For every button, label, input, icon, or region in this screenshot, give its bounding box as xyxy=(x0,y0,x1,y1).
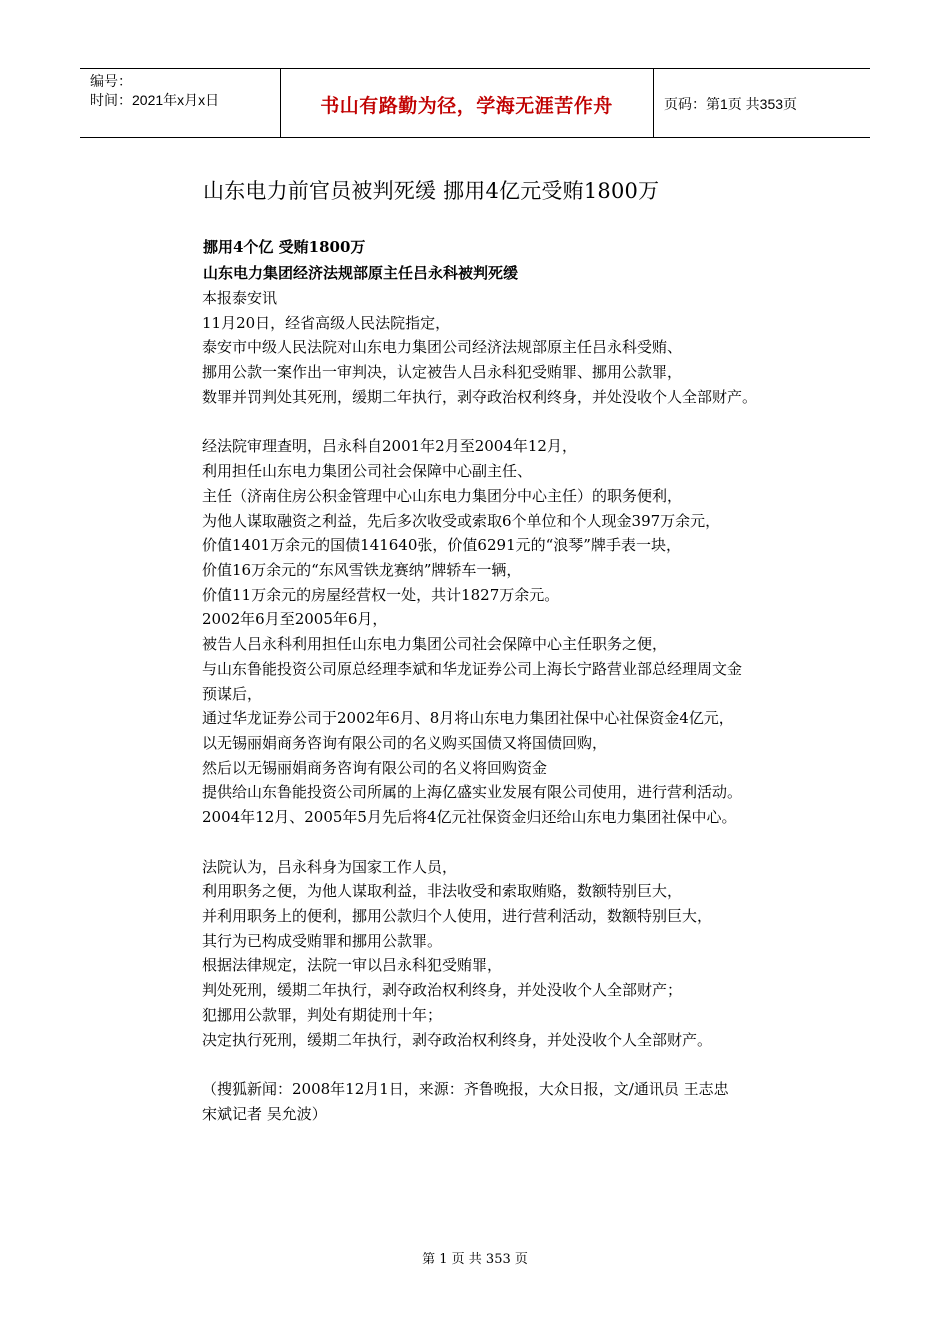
header-page-cell xyxy=(654,69,870,137)
header-motto-cell xyxy=(280,69,654,137)
page-header xyxy=(80,68,870,138)
serial-label: 编号： xyxy=(90,73,132,89)
body-line: 价值11万余元的房屋经营权一处，共计1827万余元。 xyxy=(202,585,560,604)
body-line: 通过华龙证券公司于2002年6月、8月将山东电力集团社保中心社保资金4亿元， xyxy=(202,709,734,728)
body-line: 与山东鲁能投资公司原总经理李斌和华龙证券公司上海长宁路营业部总经理周文金 xyxy=(202,659,743,678)
page-info: 页码：第1页 共353页 xyxy=(664,96,798,112)
body-line: 挪用公款一案作出一审判决，认定被告人吕永科犯受贿罪、挪用公款罪， xyxy=(202,363,683,382)
body-line: 价值1401万余元的国债141640张，价值6291元的“浪琴”牌手表一块， xyxy=(202,536,681,555)
body-line: 犯挪用公款罪，判处有期徒刑十年； xyxy=(202,1005,443,1024)
body-line: 2002年6月至2005年6月， xyxy=(202,610,388,629)
body-line: 决定执行死刑，缓期二年执行，剥夺政治权利终身，并处没收个人全部财产。 xyxy=(202,1030,713,1049)
body-line: 11月20日，经省高级人民法院指定， xyxy=(202,313,451,332)
body-line: 根据法律规定，法院一审以吕永科犯受贿罪， xyxy=(202,956,503,975)
body-line: 宋斌记者 吴允波） xyxy=(202,1104,327,1123)
header-info-cell xyxy=(80,69,281,137)
body-line: 为他人谋取融资之利益，先后多次收受或索取6个单位和个人现金397万余元， xyxy=(202,511,721,530)
body-line: 利用职务之便，为他人谋取利益，非法收受和索取贿赂，数额特别巨大， xyxy=(202,882,683,901)
body-line: （搜狐新闻：2008年12月1日，来源：齐鲁晚报，大众日报，文/通讯员 王志忠 xyxy=(202,1080,729,1098)
body-line: 被告人吕永科利用担任山东电力集团公司社会保障中心主任职务之便， xyxy=(202,635,668,654)
page-footer: 第 1 页 共 353 页 xyxy=(422,1252,528,1267)
body-line: 并利用职务上的便利，挪用公款归个人使用，进行营利活动，数额特别巨大， xyxy=(202,907,713,925)
body-line: 数罪并罚判处其死刑，缓期二年执行，剥夺政治权利终身，并处没收个人全部财产。 xyxy=(202,387,758,406)
body-line: 价值16万余元的“东风雪铁龙赛纳”牌轿车一辆， xyxy=(202,560,522,579)
body-line: 其行为已构成受贿罪和挪用公款罪。 xyxy=(202,931,443,950)
body-line: 然后以无锡丽娟商务咨询有限公司的名义将回购资金 xyxy=(202,758,548,777)
body-line: 法院认为，吕永科身为国家工作人员， xyxy=(202,857,458,876)
body-line: 泰安市中级人民法院对山东电力集团公司经济法规部原主任吕永科受贿、 xyxy=(202,338,683,357)
body-line: 判处死刑，缓期二年执行，剥夺政治权利终身，并处没收个人全部财产； xyxy=(202,981,683,1000)
body-line: 预谋后， xyxy=(202,684,263,703)
motto: 书山有路勤为径，学海无涯苦作舟 xyxy=(320,95,613,117)
article-subtitle-1: 挪用4个亿 受贿1800万 xyxy=(203,238,366,256)
time-label: 时间：2021年x月x日 xyxy=(90,92,220,108)
body-line: 本报泰安讯 xyxy=(202,289,278,307)
body-line: 主任（济南住房公积金管理中心山东电力集团分中心主任）的职务便利， xyxy=(202,486,683,505)
body-line: 以无锡丽娟商务咨询有限公司的名义购买国债又将国债回购， xyxy=(202,734,608,752)
body-line: 经法院审理查明，吕永科自2001年2月至2004年12月， xyxy=(202,437,577,456)
body-line: 2004年12月、2005年5月先后将4亿元社保资金归还给山东电力集团社保中心。 xyxy=(202,808,737,827)
body-line: 提供给山东鲁能投资公司所属的上海亿盛实业发展有限公司使用，进行营利活动。 xyxy=(202,783,743,802)
body-line: 利用担任山东电力集团公司社会保障中心副主任、 xyxy=(202,462,533,480)
article-title: 山东电力前官员被判死缓 挪用4亿元受贿1800万 xyxy=(203,179,660,203)
article-subtitle-2: 山东电力集团经济法规部原主任吕永科被判死缓 xyxy=(203,264,519,282)
